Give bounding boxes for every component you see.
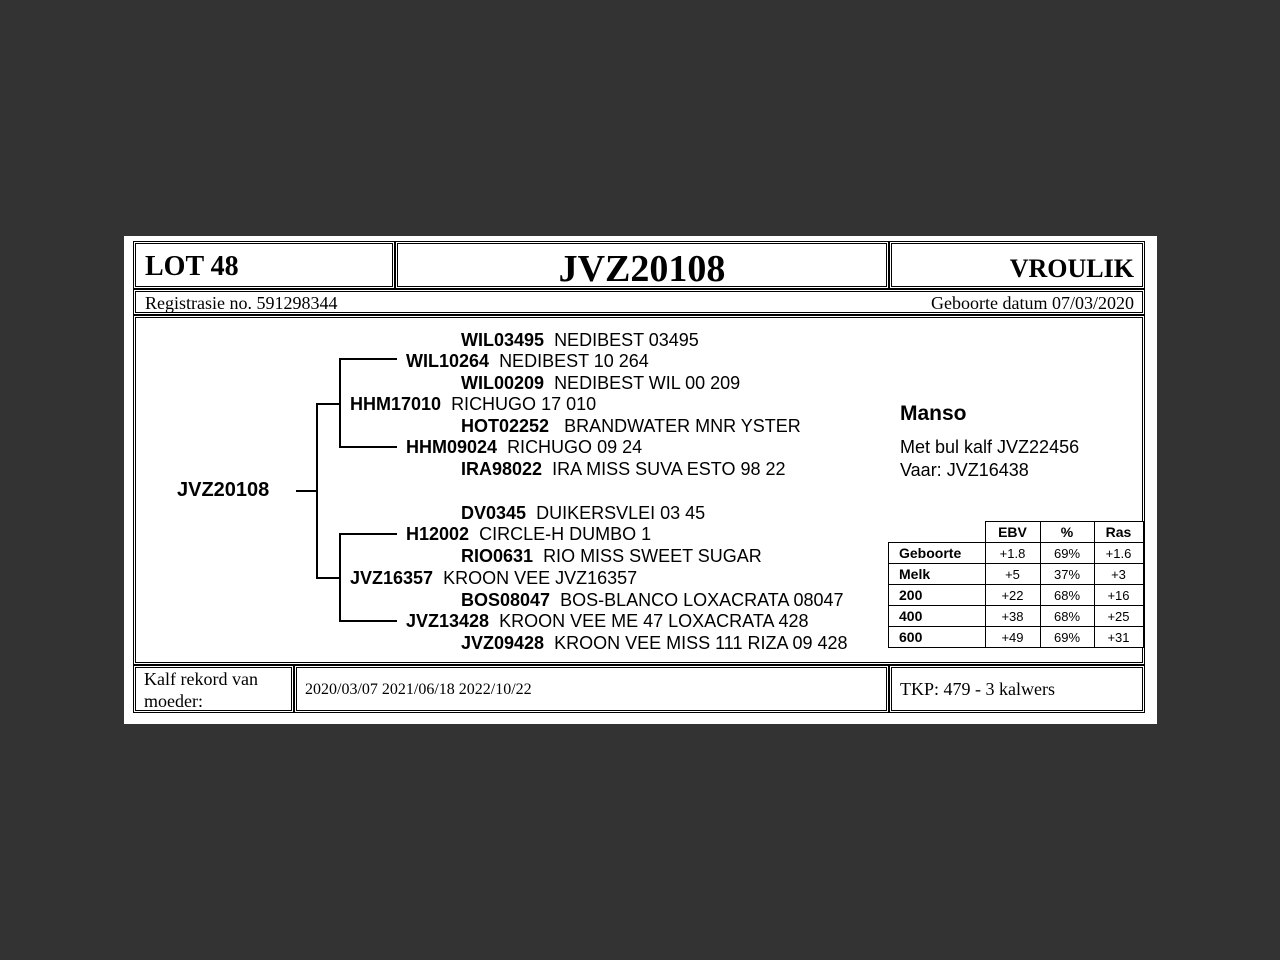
pedigree-dam (350, 568, 637, 589)
pedigree-name: CIRCLE-H DUMBO 1 (479, 524, 652, 544)
pedigree-sire-sire (406, 351, 649, 372)
pedigree-name: IRA MISS SUVA ESTO 98 22 (552, 459, 786, 479)
ebv-header: EBV (985, 522, 1040, 543)
sire-dam-connector (339, 446, 397, 448)
pedigree-name: NEDIBEST 03495 (554, 330, 699, 350)
sire-vertical-line (339, 358, 341, 448)
pct-value: 37% (1040, 564, 1094, 585)
ebv-value: +49 (985, 627, 1040, 648)
pct-value: 68% (1040, 606, 1094, 627)
row-label: Melk (889, 564, 986, 585)
pedigree-name: KROON VEE JVZ16357 (443, 568, 638, 588)
dam-vertical-line (339, 533, 341, 622)
pct-value: 69% (1040, 543, 1094, 564)
ebv-value: +1.8 (985, 543, 1040, 564)
ebv-value: +5 (985, 564, 1040, 585)
pedigree-name: BRANDWATER MNR YSTER (559, 416, 801, 436)
row-label: 400 (889, 606, 986, 627)
notes-sire: Vaar: JVZ16438 (900, 460, 1029, 480)
pedigree-name: RICHUGO 17 010 (451, 394, 597, 414)
pedigree-name: NEDIBEST WIL 00 209 (554, 373, 741, 393)
pedigree-dam-dam-dam (461, 633, 848, 654)
registration-number: Registrasie no. 591298344 (145, 293, 338, 313)
pedigree-id: BOS08047 (461, 590, 551, 610)
notes-calf: Met bul kalf JVZ22456 (900, 437, 1080, 457)
pedigree-name: NEDIBEST 10 264 (499, 351, 649, 371)
sex: VROULIK (1009, 254, 1134, 283)
lot-number: LOT 48 (145, 251, 239, 282)
pedigree-dam-sire (406, 524, 651, 545)
pedigree-animal: JVZ20108 (177, 479, 270, 501)
birth-date: Geboorte datum 07/03/2020 (931, 293, 1134, 313)
pedigree-name: KROON VEE MISS 111 RIZA 09 428 (554, 633, 848, 653)
row-label: 600 (889, 627, 986, 648)
pedigree-id: HHM09024 (406, 437, 498, 457)
table-row (889, 585, 1144, 606)
pedigree-id: DV0345 (461, 503, 527, 523)
pedigree-sire-dam-sire (461, 416, 801, 437)
pedigree-sire-sire-sire (461, 330, 699, 351)
table-row (889, 627, 1144, 648)
tkp-text: TKP: 479 - 3 kalwers (900, 679, 1055, 699)
notes-name: Manso (900, 402, 967, 425)
pct-value: 68% (1040, 585, 1094, 606)
table-row (889, 564, 1144, 585)
calf-record-label-line2: moeder: (144, 691, 203, 711)
animal-id-box (395, 241, 889, 289)
pedigree-dam-dam (406, 611, 809, 632)
pedigree-sire (350, 394, 596, 415)
pedigree-sire-sire-dam (461, 373, 740, 394)
sire-sire-connector (339, 358, 397, 360)
table-row (889, 606, 1144, 627)
pct-header: % (1040, 522, 1094, 543)
calf-record-label-box (133, 665, 294, 713)
pedigree-dam-sire-dam (461, 546, 762, 567)
pedigree-id: WIL00209 (461, 373, 545, 393)
main-vertical-line (316, 403, 318, 579)
pedigree-name: KROON VEE ME 47 LOXACRATA 428 (499, 611, 809, 631)
ebv-header-row (889, 522, 1144, 543)
ras-value: +25 (1094, 606, 1143, 627)
pedigree-id: JVZ16357 (350, 568, 434, 588)
lot-box (133, 241, 395, 289)
pedigree-id: H12002 (406, 524, 470, 544)
sex-box (889, 241, 1145, 289)
calf-dates-box (294, 665, 889, 713)
ras-header: Ras (1094, 522, 1143, 543)
calf-record-label-line1: Kalf rekord van (144, 669, 258, 689)
pedigree-id: WIL10264 (406, 351, 490, 371)
row-label: Geboorte (889, 543, 986, 564)
table-row (889, 543, 1144, 564)
sire-connector (316, 403, 340, 405)
ras-value: +1.6 (1094, 543, 1143, 564)
ebv-table (888, 521, 1144, 648)
pedigree-dam-sire-sire (461, 503, 705, 524)
dam-connector (316, 577, 340, 579)
pedigree-id: HOT02252 (461, 416, 550, 436)
ebv-value: +38 (985, 606, 1040, 627)
pedigree-name: RIO MISS SWEET SUGAR (543, 546, 762, 566)
pedigree-sire-dam (406, 437, 642, 458)
pedigree-name: BOS-BLANCO LOXACRATA 08047 (560, 590, 844, 610)
lot-card (124, 236, 1157, 724)
dam-sire-connector (339, 533, 397, 535)
pedigree-id: JVZ09428 (461, 633, 545, 653)
row-label: 200 (889, 585, 986, 606)
calf-dates: 2020/03/07 2021/06/18 2022/10/22 (305, 681, 532, 698)
tkp-box (889, 665, 1145, 713)
pedigree-name: RICHUGO 09 24 (507, 437, 643, 457)
pedigree-sire-dam-dam (461, 459, 786, 480)
ras-value: +31 (1094, 627, 1143, 648)
pedigree-id: RIO0631 (461, 546, 534, 566)
animal-id: JVZ20108 (558, 248, 726, 290)
pedigree-id: JVZ13428 (406, 611, 490, 631)
pedigree-dam-dam-sire (461, 590, 844, 611)
pedigree-id: IRA98022 (461, 459, 543, 479)
pedigree-id: HHM17010 (350, 394, 442, 414)
ras-value: +3 (1094, 564, 1143, 585)
ras-value: +16 (1094, 585, 1143, 606)
pct-value: 69% (1040, 627, 1094, 648)
pedigree-id: WIL03495 (461, 330, 545, 350)
dam-dam-connector (339, 620, 397, 622)
registration-row (133, 289, 1145, 315)
pedigree-name: DUIKERSVLEI 03 45 (536, 503, 706, 523)
ebv-value: +22 (985, 585, 1040, 606)
animal-connector (296, 490, 318, 492)
